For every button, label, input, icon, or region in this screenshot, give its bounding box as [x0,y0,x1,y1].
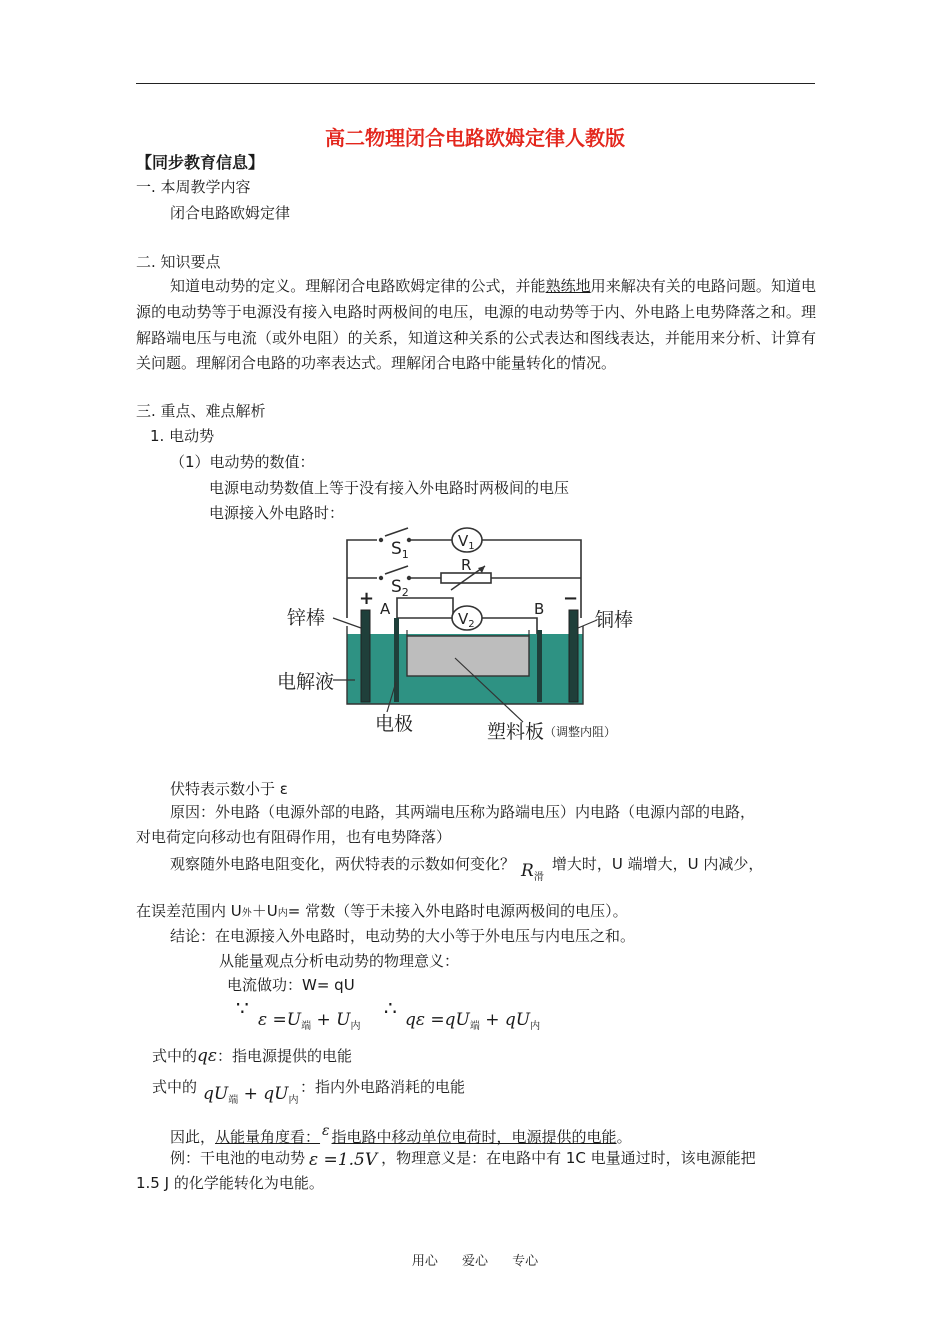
plus-label: + [359,588,375,609]
term-qu-math: $qU_端 + qU_内$ [203,1084,299,1106]
circuit-diagram [275,522,655,752]
copper-rod [569,610,578,702]
header-rule [136,83,815,84]
page-footer: 用心 爱心 专心 [411,1254,539,1269]
switch-s2-label: $S_2$ [391,577,409,599]
section-2-underline: 熟练地 [545,277,591,295]
plastic-board-label: 塑料板（调整内阻） [487,721,617,743]
section-1-heading: 一. 本周教学内容 [136,178,251,196]
zinc-label: 锌棒 [287,607,326,629]
s2-contact-right [407,576,411,580]
energy-meaning-line: 因此，从能量角度看： ε 指电路中移动单位电荷时，电源提供的电能。 [170,1123,632,1146]
r-slide-symbol: $R_滑$ [521,861,544,883]
page-title: 高二物理闭合电路欧姆定律人教版 [325,126,625,150]
constant-line: 在误差范围内 U外＋U内= 常数（等于未接入外电路时电源两极间的电压）。 [136,902,628,920]
observe-text: 观察随外电路电阻变化，两伏特表的示数如何变化？ [170,855,516,873]
rheostat-label: R [461,556,472,574]
section-2-paragraph [136,274,816,377]
because-symbol: ∵ [236,996,249,1020]
energy-angle-underline: 从能量角度看： [215,1128,321,1146]
section-3-1-heading: 1. 电动势 [150,427,215,445]
term-qu-line: 式中的 [152,1078,198,1096]
zinc-rod [361,610,370,702]
example-line-1: 例：干电池的电动势 ε =1.5V ，物理意义是：在电路中有 1C 电量通过时，该电源能把 [170,1149,756,1170]
s2-contact-left [379,576,383,580]
external-circuit-line: 电源接入外电路时： [209,504,345,522]
conclusion-line: 结论：在电源接入外电路时，电动势的大小等于外电压与内电压之和。 [170,927,636,945]
electrode-b [537,630,542,702]
probe-a-label: A [380,600,391,618]
minus-label: − [563,588,579,609]
emf-definition-line: 电源电动势数值上等于没有接入外电路时两极间的电压 [209,479,570,497]
section-3-heading: 三. 重点、难点解析 [136,402,266,420]
rheostat-r [441,573,491,583]
voltmeter-v2-label: $V_2$ [458,610,475,630]
section-2-text-a: 知道电动势的定义。理解闭合电路欧姆定律的公式，并能 [170,277,546,295]
equation-energy: $q\varepsilon =qU_端 + qU_内$ [405,1010,541,1032]
s1-contact-right [407,538,411,542]
example-line-2: 1.5 J 的化学能转化为电能。 [136,1174,324,1192]
energy-meaning-underline: 指电路中移动单位电荷时，电源提供的电能 [331,1128,617,1146]
reason-line-1: 原因：外电路（电源外部的电路，其两端电压称为路端电压）内电路（电源内部的电路， [170,803,756,821]
example-emf-value: ε =1.5V [309,1150,378,1170]
copper-label: 铜棒 [595,609,634,631]
equation-emf: $\varepsilon =U_端 + U_内$ [258,1010,361,1032]
observe-line [170,853,764,883]
electrolyte-label: 电解液 [277,671,335,693]
voltmeter-reading-line: 伏特表示数小于 ε [170,780,288,798]
section-2-heading: 二. 知识要点 [136,253,221,271]
term-q-epsilon-line: 式中的qε：指电源提供的电能 [152,1046,353,1066]
section-info-heading: 【同步教育信息】 [136,153,265,172]
switch-s1-label: $S_1$ [391,539,409,561]
reason-line-2: 对电荷定向移动也有阻碍作用，也有电势降落） [136,828,452,846]
section-3-1-1-heading: （1）电动势的数值： [170,453,315,471]
section-1-body: 闭合电路欧姆定律 [170,204,291,222]
section-2-text-b: 用来解决有关的电路问题。知道电源的电动势等于电源没有接入电路时两极间的电压，电源的电动势等于内、外电路上电势降落之和。理解路端电压与电流（或外电阻）的关系，知道这种关系的公式表达和图线表达，并能用来分析、计算有关问题。理解闭合电路的功率表达式。理解闭合电路中能量转化的情况。 [136,277,816,373]
therefore-symbol: ∴ [384,996,397,1020]
energy-view-line: 从能量观点分析电动势的物理意义： [219,952,460,970]
s1-contact-left [379,538,383,542]
voltmeter-v1-label: $V_1$ [458,532,475,552]
observe-result: 增大时，U 端增大，U 内减少， [551,855,764,873]
electrode-label: 电极 [375,713,414,735]
term-qu-desc: ：指内外电路消耗的电能 [300,1078,466,1096]
current-work-line: 电流做功：W= qU [227,976,355,994]
probe-b-label: B [534,600,545,618]
electrode-a [394,618,399,702]
